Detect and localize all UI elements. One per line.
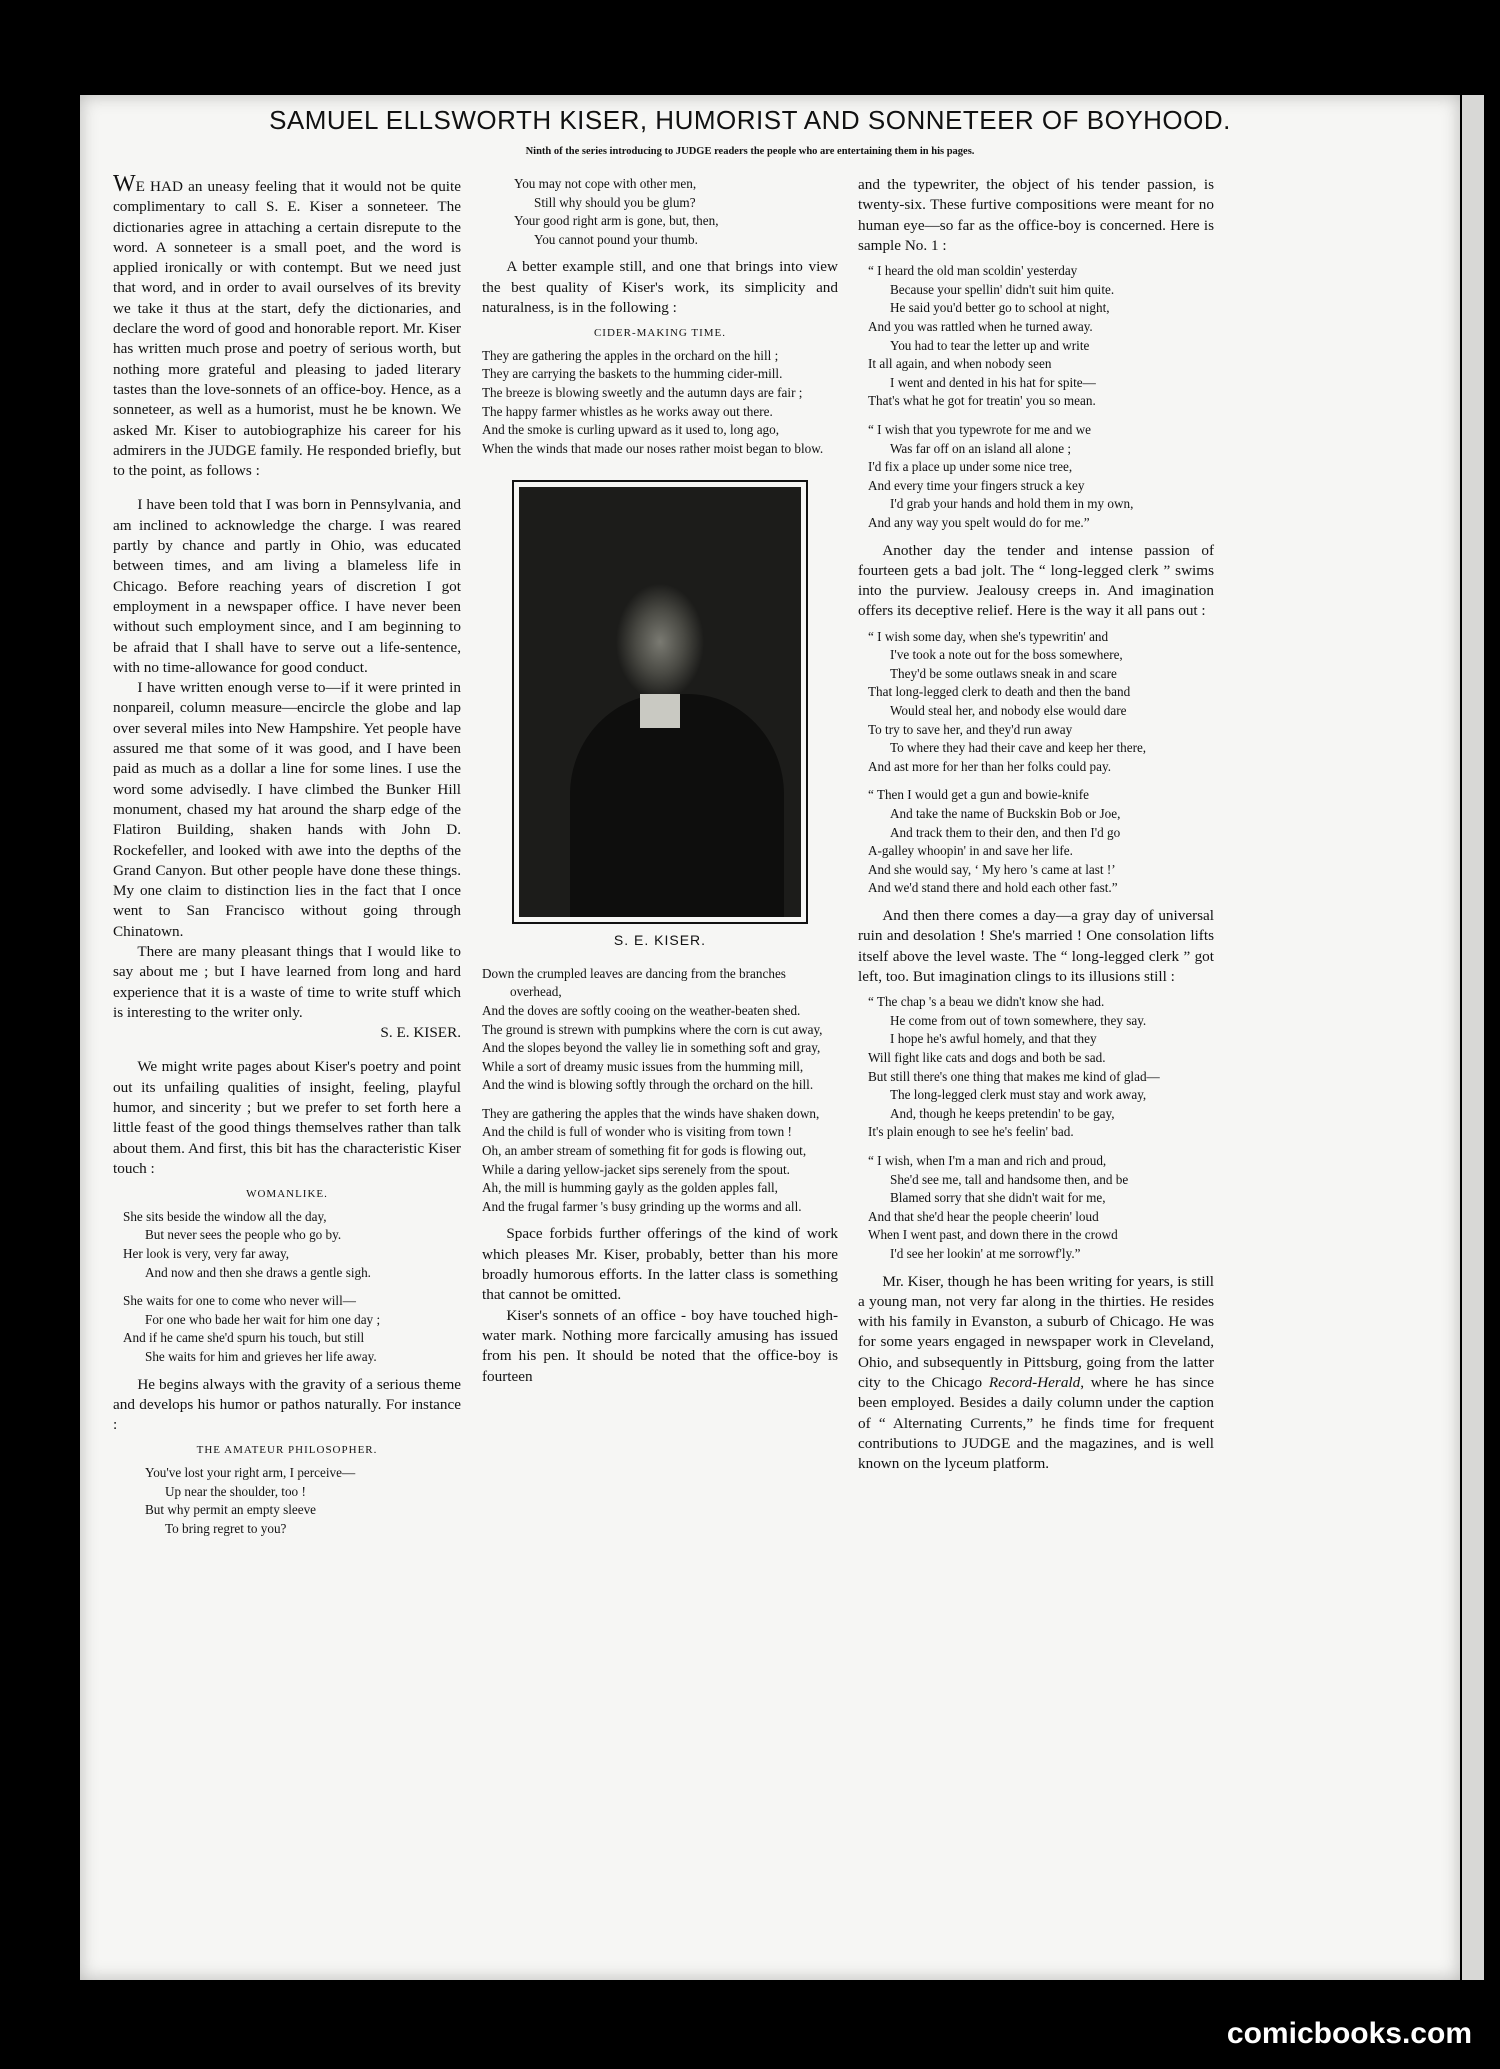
poem-womanlike: WOMANLIKE. She sits beside the window all the day, But never sees the people who go by. Her look is very, very far away, And now and then she draws a gentle sigh. She waits for one to come who never will— For one who bade her wait for him one day ; And if he came she'd spurn his touch, but still She waits for him and grieves her life away. [113, 1185, 461, 1366]
portrait-image [519, 487, 801, 917]
body-paragraph: And then there comes a day—a gray day of universal ruin and desolation ! She's married ! One consolation lifts itself above the level waste. The “ long-legged clerk ” got left, too. But imagination clings to its illusions still : [858, 907, 1214, 985]
column-1 [113, 171, 461, 1546]
body-paragraph: and the typewriter, the object of his tender passion, is twenty-six. These furtive compositions were meant for no human eye—so far as the office-boy is concerned. Here is sample No. 1 : [858, 176, 1214, 254]
body-paragraph: Kiser's sonnets of an office - boy have touched high-water mark. Nothing more farcically amusing has issued from his pen. It should be noted that the office-boy is fourteen [482, 1306, 838, 1385]
poem-amateur-philosopher-cont: You may not cope with other men, Still why should you be glum? Your good right arm is gone, but, then, You cannot pound your thumb. [514, 176, 719, 247]
signature: S. E. KISER. [380, 1024, 461, 1042]
page-edge [1462, 95, 1484, 1980]
article-subtitle: Ninth of the series introducing to JUDGE readers the people who are entertaining them in his pages. [525, 146, 975, 157]
body-paragraph: We might write pages about Kiser's poetry and point out its unfailing qualities of insight, feeling, playful humor, and sincerity ; but we prefer to set forth here a little feast of the good things themselves rather than talk about them. And first, this bit has the characteristic Kiser touch : [113, 1058, 461, 1177]
poem-amateur-philosopher: THE AMATEUR PHILOSOPHER. You've lost your right arm, I perceive— Up near the shoulder, too ! But why permit an empty sleeve To bring regret to you? [113, 1441, 461, 1538]
sonnet-3: “ The chap 's a beau we didn't know she had. He come from out of town somewhere, they say. I hope he's awful homely, and that they Will fight like cats and dogs and both be sad. But still there's one thing that makes me kind of glad— The long-legged clerk must stay and work away, And, though he keeps pretendin' to be gay, It's plain enough to see he's feelin' bad. “ I wish, when I'm a man and rich and proud, She'd see me, tall and handsome then, and be Blamed sorry that she didn't wait for me, And that she'd hear the people cheerin' loud When I went past, and down there in the crowd I'd see her lookin' at me sorrowf'ly.” [868, 994, 1160, 1261]
photo-caption: S. E. KISER. [613, 932, 707, 949]
autobio-paragraph-1: I have been told that I was born in Pennsylvania, and am inclined to acknowledge the charge. I was reared partly by chance and partly in Ohio, was educated between times, and am living a blameless life in Chicago. Before reaching years of discretion I got employment in a newspaper office. I have never been without such employment since, and I am beginning to be afraid that I shall have to serve out a life-sentence, with no time-allowance for good conduct. [113, 496, 461, 676]
poem-cider-making-time-cont: Down the crumpled leaves are dancing from the branches overhead, And the doves are softly cooing on the weather-beaten shed. The ground is strewn with pumpkins where the corn is cut away, And the slopes beyond the valley lie in something soft and gray, While a sort of dreamy music issues from the humming mill, And the wind is blowing softly through the orchard on the hill. They are gathering the apples that the winds have shaken down, And the child is full of wonder who is visiting from town ! Oh, an amber stream of something fit for gods is flowing out, While a daring yellow-jacket sips serenely from the spout. Ah, the mill is humming gayly as the golden apples fall, And the frugal farmer 's busy grinding up the worms and all. [482, 965, 823, 1214]
newspaper-name: Record-Herald [988, 1373, 1081, 1391]
site-watermark: comicbooks.com [1226, 2017, 1472, 2050]
article-title: SAMUEL ELLSWORTH KISER, HUMORIST AND SONNETEER OF BOYHOOD. [269, 105, 1231, 135]
column-2 [482, 175, 838, 1387]
poem-cider-making-time: CIDER-MAKING TIME. They are gathering the apples in the orchard on the hill ; They are carrying the baskets to the humming cider-mill. The breeze is blowing sweetly and the autumn days are fair ; The happy farmer whistles as he works away out there. And the smoke is curling upward as it used to, long ago, When the winds that made our noses rather moist began to blow. [482, 324, 838, 458]
autobio-paragraph-3: There are many pleasant things that I would like to say about me ; but I have learned from long and hard experience that it is a waste of time to write stuff which is interesting to the writer only. [113, 942, 461, 1021]
body-paragraph: He begins always with the gravity of a serious theme and develops his humor or pathos naturally. For instance : [113, 1375, 461, 1434]
portrait-photo [512, 480, 808, 924]
column-3 [858, 175, 1214, 1474]
poem-title: CIDER-MAKING TIME. [593, 327, 727, 340]
drop-cap: W [113, 171, 136, 197]
body-paragraph: Another day the tender and intense passion of fourteen gets a bad jolt. The “ long-legged clerk ” swims into the purview. Jealousy creeps in. And imagination offers its deceptive relief. Here is the way it all pans out : [858, 541, 1214, 620]
poem-title: THE AMATEUR PHILOSOPHER. [196, 1444, 378, 1457]
sonnet-1: “ I heard the old man scoldin' yesterday Because your spellin' didn't suit him quite. He said you'd better go to school at night, And you was rattled when he turned away. You had to tear the letter up and write It all again, and when nobody seen I went and dented in his hat for spite— That's what he got for treatin' you so mean. “ I wish that you typewrote for me and we Was far off on an island all alone ; I'd fix a place up under some nice tree, And every time your fingers struck a key I'd grab your hands and hold them in my own, And any way you spelt would do for me.” [868, 263, 1134, 530]
body-paragraph: A better example still, and one that brings into view the best quality of Kiser's work, its simplicity and naturalness, is in the following : [482, 258, 838, 316]
body-paragraph: Space forbids further offerings of the kind of work which pleases Mr. Kiser, probably, better than his more broadly humorous efforts. In the latter class is something that cannot be omitted. [482, 1225, 838, 1304]
poem-title: WOMANLIKE. [246, 1188, 328, 1201]
sonnet-2: “ I wish some day, when she's typewritin' and I've took a note out for the boss somewhere, They'd be some outlaws sneak in and scare That long-legged clerk to death and then the band Would steal her, and nobody else would dare To try to save her, and they'd run away To where they had their cave and keep her there, And ast more for her than her folks could pay. “ Then I would get a gun and bowie-knife And take the name of Buckskin Bob or Joe, And track them to their den, and then I'd go A-galley whoopin' in and save her life. And she would say, ‘ My hero 's came at last !’ And we'd stand there and hold each other fast.” [868, 628, 1147, 896]
intro-paragraph: WE HAD an uneasy feeling that it would not be quite complimentary to call S. E. Kiser a sonneteer. The dictionaries agree in attaching a certain disrepute to the word. A sonneteer is a small poet, and the word is applied ironically or with contempt. But we need just that word, and in order to avail ourselves of its brevity we take it thus at the start, defy the dictionaries, and declare the word of good and honorable report. Mr. Kiser has written much prose and poetry of serious worth, but nothing more grateful and pleasing to jaded literary tastes than the love-sonnets of an office-boy. Hence, as a sonneteer, as well as a humorist, must he be known. We asked Mr. Kiser to autobiographize his career for his admirers in the JUDGE family. He responded briefly, but to the point, as follows : [113, 171, 461, 480]
autobio-paragraph-2: I have written enough verse to—if it were printed in nonpareil, column measure—encircle the globe and lap over several miles into New Hampshire. Yet people have assured me that some of it was good, and I have been paid as much as a dollar a line for some lines. I use the word some advisedly. I have climbed the Bunker Hill monument, chased my hat around the sharp edge of the Flatiron Building, shaken hands with John D. Rockefeller, and looked with awe into the depths of the Grand Canyon. But other people have done these things. My one claim to distinction lies in the fact that I once went to San Francisco without going through Chinatown. [113, 679, 461, 940]
closing-paragraph: Mr. Kiser, though he has been writing for years, is still a young man, not very far along in the thirties. He resides with his family in Evanston, a suburb of Chicago. He was for some years engaged in newspaper work in Cleveland, Ohio, and subsequently in Pittsburg, going from the latter city to the Chicago Record-Herald, where he has since been employed. Besides a daily column under the caption of “ Alternating Currents,” he finds time for frequent contributions to JUDGE and the magazines, and is well known on the lyceum platform. [858, 1272, 1214, 1473]
